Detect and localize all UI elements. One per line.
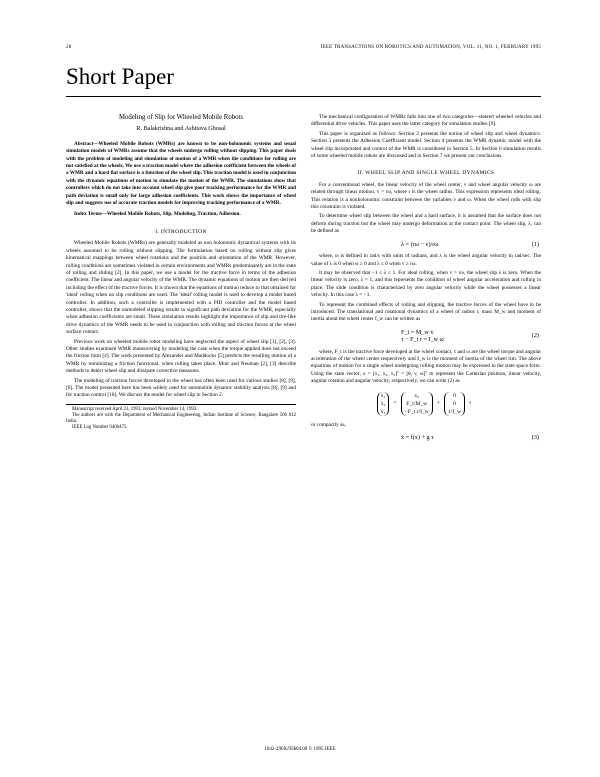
matrix-drift xyxy=(401,392,433,416)
equation-line: τ − F_t r = I_w ω̇ xyxy=(401,336,444,344)
matrix-entry: ẋ₃ xyxy=(380,408,386,415)
paragraph: To determine wheel slip between the wheel and a hard surface, it is assumed that the surface does not deform during traction but the wheel may undergo deformation at the contact point. The wheel slip, λ, can be defined as xyxy=(311,213,541,235)
matrix-entry: 0 xyxy=(453,400,456,407)
matrix-entry: x₂ xyxy=(414,392,420,399)
paragraph: To represent the combined effects of rolling and slipping, the tractive forces of the wheel have to be introduced. The translational and rotational dynamics of a wheel of radius r, mass M_w and moment of inertia about the wheel center I_w can be written as xyxy=(311,301,541,323)
paragraph: where, ω is defined in rad/s with units of radians, and λ is the wheel angular velocity in rad/sec. The value of λ is 0 when ω ≥ 0 and λ ≤ 0 when v ≥ rω. xyxy=(311,253,541,267)
equation-3 xyxy=(311,434,541,441)
paragraph: This paper is organized as follows: Section 2 presents the notion of wheel slip and wheel dynamics. Section 3 presents the Adhesion Coefficient model. Section 4 presents the WMR dynamic model with the wheel slip incorporated and control of the WMR is considered in Section 5. In Section 6 simulation results of some wheeled mobile robots are discussed and in Section 7 we present our conclusions. xyxy=(311,130,541,160)
equation-body xyxy=(401,329,444,344)
equals-sign: = xyxy=(393,399,397,406)
equation-number: (2) xyxy=(531,332,539,340)
equation-line: F_t = M_w v̇ xyxy=(401,328,434,336)
compact-label: or compactly as, xyxy=(311,421,346,428)
equation-1 xyxy=(311,241,541,248)
paragraph: The modeling of traction forces developed in the wheel has often been used for various studies [8], [9], [6]. The model presented here has been widely used for automobile dynamic stability analysis [8], [9] and for traction control [10]. We discuss the model for wheel slip in Section 2. xyxy=(66,377,296,399)
abstract: Abstract—Wheeled Mobile Robots (WMRs) are known to be non-holonomic systems and usual simulation models of WMRs assume that the wheels undergo rolling without slipping. This paper deals with the problem of modeling and simulation of motion of a WMR when the conditions for rolling are not satisfied at the wheels. We use a traction model where the adhesion coefficient between the wheels of a WMR and a hard flat surface is a function of the wheel slip. This traction model is used in conjunction with the dynamic equations of motion to simulate the motion of the WMR. The simulations show that controllers which do not take into account wheel slip give poor tracking performance for the WMR and path deviation is small only for large adhesion coefficients. This work shows the importance of wheel slip and suggests use of accurate traction models for improving tracking performance of a WMR. xyxy=(66,140,296,207)
paper-authors: R. Balakrishna and Ashitava Ghosal xyxy=(136,125,226,133)
paragraph: It may be observed that −1 ≤ λ ≤ 1. For ideal rolling, when v = rω, the wheel slip λ is zero. When the linear velocity is zero, λ = 1, and this represents the condition of wheel angular acceleration and rolling in place. The slide condition is characterized by zero angular velocity while the wheel possesses a linear velocity. In this case λ = −1. xyxy=(311,269,541,299)
journal-header: IEEE TRANSACTIONS ON ROBOTICS AND AUTOMATION, VOL. 11, NO. 1, FEBRUARY 1995 xyxy=(320,45,541,50)
equation-body: ẋ = f(x) + g τ xyxy=(401,434,434,441)
matrix-entry: ẋ₂ xyxy=(380,400,386,407)
paper-title: Modeling of Slip for Wheeled Mobile Robots xyxy=(118,114,244,121)
matrix-entry: ẋ₁ xyxy=(380,392,386,399)
section-label: Short Paper xyxy=(66,64,174,89)
matrix-entry: −F_t r/I_w xyxy=(404,408,429,415)
footnotes xyxy=(66,404,296,432)
paragraph: where, F_t is the tractive force developed at the wheel contact, τ and ω are the wheel torque and angular acceleration of the wheel center respectively and I_w is the moment of inertia of the wheel rim. The above equations of motion for a single wheel undergoing rolling motion may be expressed in the state space form. Using the state vector, x = [x₁, x₂, x₃]ᵀ = [θ, v, ω]ᵀ to represent the Cartesian position, linear velocity, angular rotation and angular velocity, respectively, we can write (2) as xyxy=(311,348,541,385)
equation-2 xyxy=(311,329,541,344)
paragraph: Previous work on wheeled mobile robot modeling have neglected the aspect of wheel slip [1], [2], [3]. Other studies examined WMR maneuvering by modeling the case when the torque applied does not exceed the friction limit [4]. The work presented by Alexander and Maddocks [5] predicts the resulting motion of a WMR by minimizing a friction functional, when rolling takes place. Muir and Neuman [2], [3] describe methods to detect wheel slip and dissipate corrective measures. xyxy=(66,338,296,375)
matrix-lhs xyxy=(377,392,390,416)
footnote: IEEE Log Number 9406475. xyxy=(72,425,128,431)
matrix-entry: 1/I_w xyxy=(447,408,461,415)
equation-body: λ = (rω − v)/rω xyxy=(401,240,439,248)
section-heading-introduction: I. INTRODUCTION xyxy=(155,228,207,235)
paragraph: Wheeled Mobile Robots (WMRs) are generally modeled as non holonomic dynamical systems with its wheels assumed to be rolling without slipping. The formulation based on rolling without slip gives kinematical mappings between wheel rotations and the position and orientation of the WMR. However, rolling conditions are sometimes violated in certain environments and WMRs predominantly are in the state of rolling and sliding [2]. In this paper, we use a model for the tractive force in terms of the adhesion coefficient. The linear and angular velocity of the WMR. The dynamic equations of motion are then derived including the effect of the tractive forces. It is shown that the equations of motion reduce to that obtained for 'ideal' rolling when no slip conditions are used. The 'ideal' rolling model is used to develop a model based controller. In addition, such a controller is implemented with a PID controller and the model based controller, shows that the unmodeled slipping results in significant path deviation for the WMR, especially when adhesion coefficients are small. These simulation results highlight the importance of slip and tire-like drive dynamics of the WMR needs to be used in conjunction with rolling and traction forces at the wheel surface contact. xyxy=(66,240,296,336)
copyright-footer: 1042-296X/95$04.00 © 1995 IEEE xyxy=(264,747,336,752)
matrix-input xyxy=(444,392,465,416)
state-space-matrix xyxy=(311,392,541,416)
paragraph: The mechanical configuration of WMRs falls into one of two categories—steered wheeled vehicles and differential drive vehicles. This paper uses the latter category for simulation studies [9]. xyxy=(311,114,541,128)
section-heading-wheel-slip: II. WHEEL SLIP AND SINGLE WHEEL DYNAMICS xyxy=(357,170,495,177)
index-terms: Index Terms—Wheeled Mobile Robots, Slip, Modeling, Traction, Adhesion. xyxy=(74,211,241,218)
footnote: The authors are with the Department of Mechanical Engineering, Indian Institute of Science, Bangalore 560 012 India. xyxy=(66,413,296,425)
right-column xyxy=(311,114,541,446)
title-rule xyxy=(66,96,541,97)
paragraph: For a conventional wheel, the linear velocity of the wheel center, v and wheel angular velocity ω are related through linear motion, v = rω, where r is the wheel radius. This expression represents ideal rolling. This relation is a nonholonomic constraint between the variables v and ω. When the wheel rolls with slip this constraint is violated. xyxy=(311,181,541,211)
left-column xyxy=(66,114,296,432)
input-symbol: τ xyxy=(469,399,472,406)
page-number: 28 xyxy=(66,45,72,50)
plus-sign: + xyxy=(436,399,440,406)
equation-number: (1) xyxy=(531,240,539,248)
matrix-entry: F_t/M_w xyxy=(406,400,428,407)
footnote: Manuscript received April 23, 1993; revised November 14, 1993. xyxy=(72,406,198,412)
matrix-entry: 0 xyxy=(453,392,456,399)
equation-number: (3) xyxy=(531,434,539,441)
